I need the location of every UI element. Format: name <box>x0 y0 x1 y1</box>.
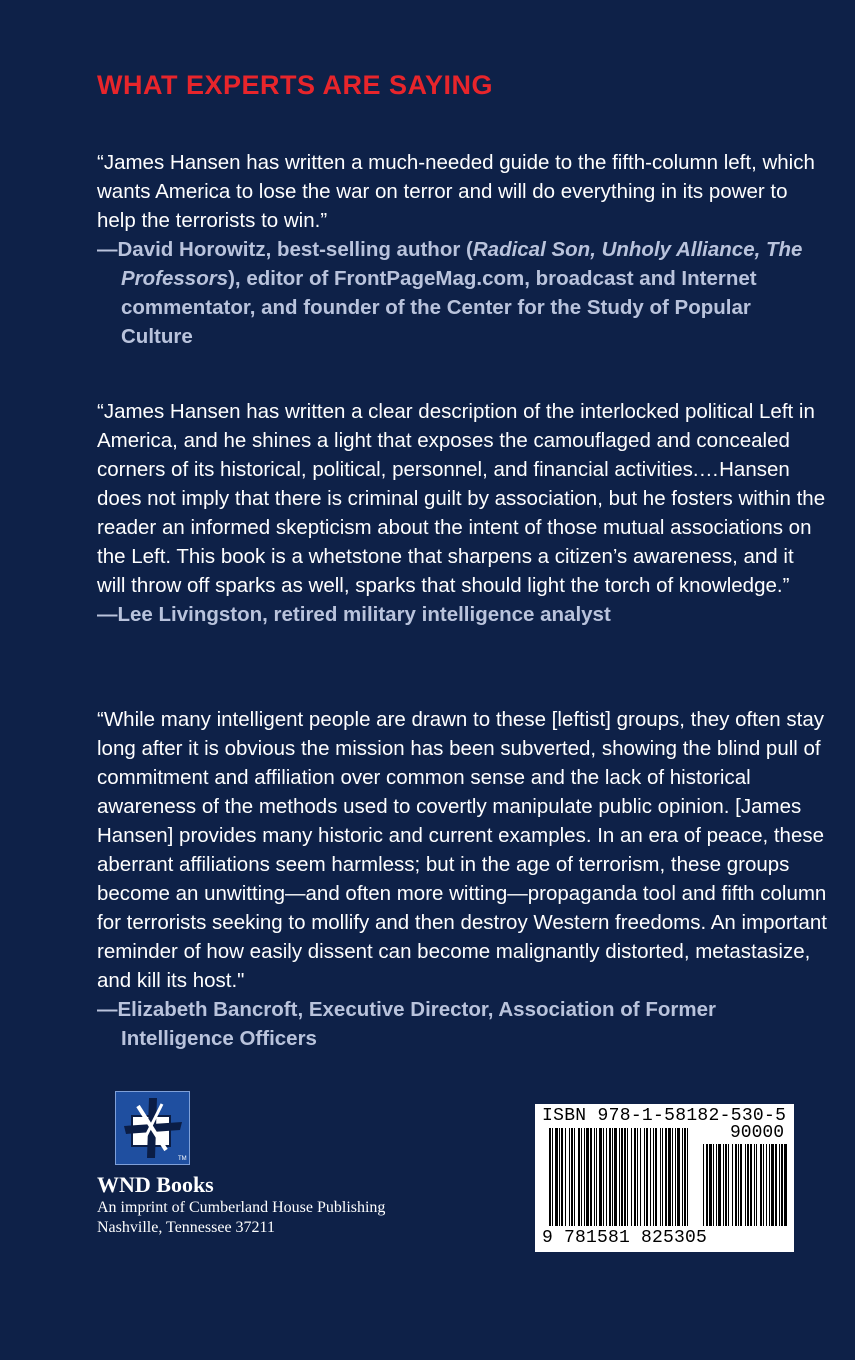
barcode-bar <box>596 1128 597 1226</box>
barcode-bar <box>655 1128 657 1226</box>
barcode-bar <box>677 1128 680 1226</box>
addon-bar <box>775 1144 777 1226</box>
quote-text: “While many intelligent people are drawn to these [leftist] groups, they often stay long after it is obvious the mission has been subverted, showing the blind pull of commitment and affiliation over common sense and the lack of historical awareness of the methods used to covertly manipulate public opinion. [James Hansen] provides many historic and current examples. In an era of peace, these aberrant affiliations seem harmless; but in the age of terrorism, these groups become an unwitting—and often more witting—propaganda tool and fifth column for terrorists seeking to mollify and then destroy Western freedoms. An important reminder of how easily dissent can become malignantly distorted, metastasize, and kill its host." <box>97 708 827 992</box>
barcode-bar <box>684 1128 686 1226</box>
barcode-bar <box>609 1128 611 1226</box>
barcode-bar <box>581 1128 582 1226</box>
quote-block-horowitz <box>97 148 827 351</box>
quote-block-livingston <box>97 397 827 629</box>
barcode-bar <box>650 1128 651 1226</box>
addon-bar <box>756 1144 757 1226</box>
barcode-bar <box>672 1128 673 1226</box>
addon-bar <box>781 1144 783 1226</box>
addon-bar <box>716 1144 717 1226</box>
barcode-bar <box>665 1128 667 1226</box>
barcode-bar <box>682 1128 683 1226</box>
quote-attribution: —Lee Livingston, retired military intelligence analyst <box>97 603 611 626</box>
barcode-bar <box>586 1128 589 1226</box>
addon-bar <box>725 1144 727 1226</box>
addon-bar <box>766 1144 767 1226</box>
addon-bar <box>738 1144 739 1226</box>
attribution-text-tail: ), editor of FrontPageMag.com, broadcast and Internet commentator, and founder of the Center for the Study of Popular Culture <box>121 267 757 348</box>
barcode-bar <box>644 1128 645 1226</box>
wnd-books-logo-icon <box>115 1091 190 1165</box>
attribution-text: —David Horowitz, best-selling author ( <box>97 238 473 261</box>
barcode-bar <box>555 1128 558 1226</box>
addon-bar <box>750 1144 752 1226</box>
barcode-number: 9 781581 825305 <box>542 1228 708 1248</box>
addon-bar <box>709 1144 712 1226</box>
barcode-bar <box>561 1128 563 1226</box>
addon-bar <box>763 1144 764 1226</box>
quote-text: “James Hansen has written a much-needed guide to the fifth-column left, which wants America to lose the war on terror and will do everything in its power to help the terrorists to win.” <box>97 151 815 232</box>
addon-bar <box>747 1144 749 1226</box>
barcode-bar <box>621 1128 623 1226</box>
publisher-name: WND Books <box>97 1172 214 1197</box>
barcode-bar <box>624 1128 626 1226</box>
barcode-bar <box>668 1128 671 1226</box>
addon-bar <box>779 1144 780 1226</box>
quote-attribution: —Elizabeth Bancroft, Executive Director, Association of Former Intelligence Officers <box>97 998 716 1050</box>
barcode-bar <box>599 1128 602 1226</box>
book-titles: Radical Son, Unholy Alliance, The Professors <box>121 238 803 290</box>
addon-bar <box>728 1144 729 1226</box>
barcode-bar <box>619 1128 620 1226</box>
addon-bar <box>713 1144 714 1226</box>
barcode-bar <box>594 1128 595 1226</box>
quote-attribution <box>97 235 827 351</box>
addon-bar <box>723 1144 724 1226</box>
publisher-line-1: An imprint of Cumberland House Publishing <box>97 1199 386 1216</box>
addon-bar <box>769 1144 770 1226</box>
barcode-bar <box>584 1128 585 1226</box>
addon-bar <box>718 1144 721 1226</box>
addon-bar <box>771 1144 774 1226</box>
barcode-bar <box>634 1128 636 1226</box>
addon-bar <box>784 1144 787 1226</box>
publisher-line-2: Nashville, Tennessee 37211 <box>97 1219 275 1236</box>
addon-bar <box>760 1144 762 1226</box>
barcode-bar <box>687 1128 688 1226</box>
barcode-bar <box>653 1128 654 1226</box>
barcode-bar <box>675 1128 676 1226</box>
barcode-bar <box>612 1128 613 1226</box>
barcode-bar <box>637 1128 638 1226</box>
isbn-barcode <box>535 1104 794 1252</box>
isbn-label: ISBN 978-1-58182-530-5 <box>542 1106 787 1126</box>
barcode-bar <box>569 1128 570 1226</box>
quote-text: “James Hansen has written a clear description of the interlocked political Left in America, and he shines a light that exposes the camouflaged and concealed corners of its historical, political, personnel, and financial activities.…Hansen does not imply that there is criminal guilt by association, but he fosters within the reader an informed skepticism about the intent of those mutual associations on the Left. This book is a whetstone that sharpens a citizen’s awareness, and it will throw off sparks as well, sparks that should light the torch of knowledge.” <box>97 400 826 597</box>
barcode-bar <box>565 1128 566 1226</box>
barcode-bar <box>549 1128 551 1226</box>
barcode-bar <box>574 1128 575 1226</box>
addon-bar <box>740 1144 742 1226</box>
barcode-bar <box>631 1128 632 1226</box>
quote-block-bancroft <box>97 705 827 1053</box>
barcode-bar <box>571 1128 573 1226</box>
trademark-mark: TM <box>178 1156 187 1162</box>
publisher-imprint <box>97 1172 385 1238</box>
barcode-bar <box>559 1128 560 1226</box>
barcode-bar <box>603 1128 604 1226</box>
barcode-bar <box>640 1128 641 1226</box>
section-heading: WHAT EXPERTS ARE SAYING <box>97 70 494 100</box>
barcode-bar <box>614 1128 617 1226</box>
price-code: 90000 <box>729 1123 784 1143</box>
barcode-bar <box>662 1128 663 1226</box>
addon-bar <box>706 1144 708 1226</box>
barcode-bar <box>627 1128 628 1226</box>
barcode-bar <box>606 1128 607 1226</box>
addon-bar <box>745 1144 746 1226</box>
addon-bar <box>754 1144 755 1226</box>
barcode-bar <box>578 1128 580 1226</box>
barcode-bar <box>646 1128 648 1226</box>
barcode-bar <box>552 1128 553 1226</box>
barcode-bar <box>660 1128 661 1226</box>
addon-bar <box>735 1144 737 1226</box>
addon-bar <box>732 1144 733 1226</box>
addon-bar <box>703 1144 704 1226</box>
barcode-bar <box>590 1128 592 1226</box>
